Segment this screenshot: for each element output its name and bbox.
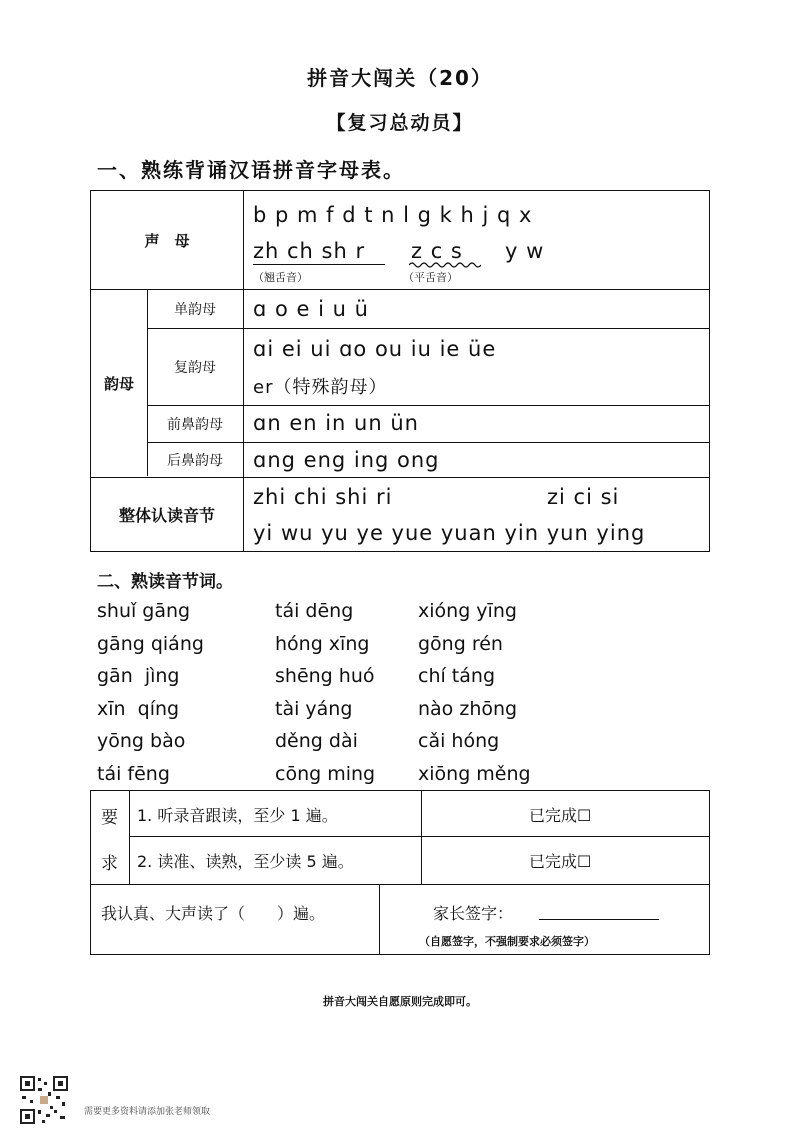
zhengti-row1b: zi ci si <box>547 485 620 509</box>
retroflex-initials: zh ch sh r <box>253 239 366 263</box>
word-item: gāng qiáng <box>97 632 204 655</box>
flat-initials: z c s <box>411 239 463 263</box>
word-item: tái dēng <box>275 600 354 622</box>
zhengti-row1a: zhi chi shi ri <box>253 485 393 509</box>
req-label-bottom: 求 <box>101 854 118 874</box>
req-item-2: 2. 读准、读熟，至少读 5 遍。 <box>137 852 354 871</box>
yunmu-label: 韵母 <box>103 375 134 393</box>
req-divider-row1 <box>129 836 709 837</box>
flat-wavy-underline <box>409 261 481 269</box>
shengmu-row1: b p m f d t n l g k h j q x <box>253 203 533 227</box>
word-item: chí táng <box>418 665 496 688</box>
word-item: cōng ming <box>275 763 376 785</box>
zhengti-row2: yi wu yu ye yue yuan yin yun ying <box>253 521 646 545</box>
word-item: hóng xīng <box>275 632 370 655</box>
shengmu-label: 声 母 <box>144 231 190 250</box>
section-2-heading: 二、熟读音节词。 <box>97 572 233 592</box>
done-checkbox-1[interactable]: 已完成☐ <box>529 806 592 825</box>
req-divider-label <box>129 791 130 884</box>
req-divider-row2 <box>91 884 709 885</box>
page-subtitle: 【复习总动员】 <box>326 112 474 134</box>
retroflex-note: （翘舌音） <box>253 271 308 284</box>
qr-code-icon <box>20 1076 68 1124</box>
parent-sign-note: （自愿签字，不强制要求必须签字） <box>419 935 595 948</box>
req-divider-status <box>421 791 422 884</box>
word-item: shēng huó <box>275 665 375 688</box>
parent-sign-line[interactable] <box>539 919 659 920</box>
parent-sign-label: 家长签字： <box>433 904 514 923</box>
footer-note: 拼音大闯关自愿原则完成即可。 <box>323 995 477 1008</box>
read-times-text: 我认真、大声读了（ ）遍。 <box>101 904 326 923</box>
req-label-top: 要 <box>101 808 118 828</box>
qian-value: ɑn en in un ün <box>253 411 419 435</box>
yw-initials: y w <box>505 239 545 263</box>
req-divider-sign <box>379 885 380 954</box>
word-item: tài yáng <box>275 697 353 720</box>
word-item: xiōng měng <box>418 763 531 785</box>
requirements-table <box>90 790 710 955</box>
hou-value: ɑng eng ing ong <box>253 448 440 472</box>
qian-label: 前鼻韵母 <box>167 417 223 433</box>
retroflex-underline <box>253 264 385 265</box>
qr-note: 需要更多资料请添加张老师领取 <box>84 1107 211 1117</box>
dan-label: 单韵母 <box>174 302 216 318</box>
fu-label: 复韵母 <box>174 360 216 376</box>
word-item: shuǐ gāng <box>97 600 191 622</box>
er-value: er（特殊韵母） <box>253 377 388 398</box>
fu-value: ɑi ei ui ɑo ou iu ie üe <box>253 337 497 361</box>
word-item: děng dài <box>275 730 358 753</box>
word-item: xīn qíng <box>97 697 180 720</box>
flat-note: （平舌音） <box>403 271 458 284</box>
zhengti-label: 整体认读音节 <box>118 506 215 525</box>
hou-label: 后鼻韵母 <box>167 453 223 469</box>
word-item: gōng rén <box>418 632 503 655</box>
dan-value: ɑ o e i u ü <box>253 297 369 321</box>
page-title: 拼音大闯关（20） <box>307 66 493 90</box>
word-item: nào zhōng <box>418 697 518 720</box>
word-item: yōng bào <box>97 730 186 753</box>
section-1-heading: 一、熟练背诵汉语拼音字母表。 <box>97 158 405 182</box>
word-item: tái fēng <box>97 763 170 785</box>
table-divider-main <box>243 191 244 551</box>
pinyin-table <box>90 190 710 552</box>
done-checkbox-2[interactable]: 已完成☐ <box>529 852 592 871</box>
word-item: gān jìng <box>97 665 180 688</box>
word-item: cǎi hóng <box>418 730 500 753</box>
req-item-1: 1. 听录音跟读，至少 1 遍。 <box>137 806 338 825</box>
word-item: xióng yīng <box>418 600 517 622</box>
